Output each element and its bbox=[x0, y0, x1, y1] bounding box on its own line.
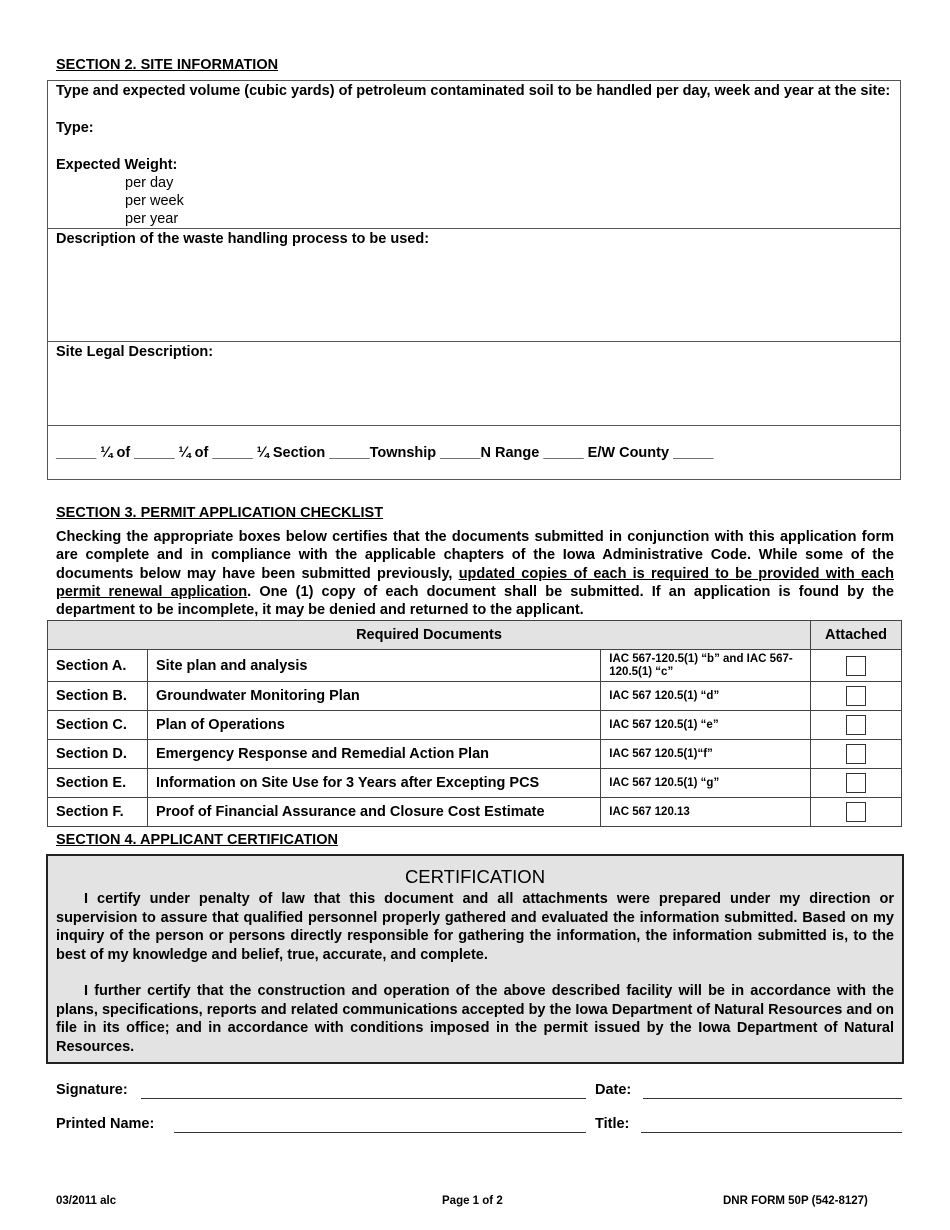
row-document: Proof of Financial Assurance and Closure Cost Estimate bbox=[147, 798, 600, 827]
attached-cell bbox=[811, 769, 902, 798]
row-reference: IAC 567 120.5(1) “g” bbox=[601, 769, 811, 798]
checklist-instructions bbox=[56, 528, 894, 619]
footer-date-code: 03/2011 alc bbox=[56, 1195, 117, 1207]
attached-checkbox-a[interactable] bbox=[846, 656, 866, 676]
row-section: Section B. bbox=[48, 682, 148, 711]
printed-name-label: Printed Name: bbox=[56, 1116, 155, 1132]
table-row bbox=[48, 740, 902, 769]
row-document: Plan of Operations bbox=[147, 711, 600, 740]
expected-weight-label: Expected Weight: bbox=[56, 157, 178, 173]
row-section: Section F. bbox=[48, 798, 148, 827]
instructions-underlined: updated copies of each is required to be provided with each permit renewal application bbox=[56, 565, 894, 600]
title-label: Title: bbox=[595, 1116, 630, 1132]
attached-cell bbox=[811, 740, 902, 769]
legal-location-row bbox=[48, 426, 900, 481]
date-field[interactable] bbox=[643, 1098, 902, 1099]
attached-cell bbox=[811, 682, 902, 711]
table-row bbox=[48, 798, 902, 827]
section-2-title: SECTION 2. SITE INFORMATION bbox=[56, 57, 279, 73]
footer-form-number: DNR FORM 50P (542-8127) bbox=[723, 1195, 868, 1207]
certification-box bbox=[46, 854, 904, 1064]
legal-location-line: _____ ¼ of _____ ¼ of _____ ¼ Section _____Township _____N Range _____ E/W County _____ bbox=[56, 445, 714, 461]
table-row bbox=[48, 711, 902, 740]
signature-field[interactable] bbox=[141, 1098, 586, 1099]
date-label: Date: bbox=[595, 1082, 632, 1098]
row-section: Section C. bbox=[48, 711, 148, 740]
printed-name-field[interactable] bbox=[174, 1132, 586, 1133]
attached-header: Attached bbox=[811, 621, 902, 650]
table-row bbox=[48, 769, 902, 798]
volume-question: Type and expected volume (cubic yards) of petroleum contaminated soil to be handled per day, week and year at the site: bbox=[56, 83, 891, 99]
row-reference: IAC 567-120.5(1) “b” and IAC 567-120.5(1) “c” bbox=[601, 650, 811, 682]
row-document: Groundwater Monitoring Plan bbox=[147, 682, 600, 711]
instructions-text: Checking the appropriate boxes below certifies that the documents submitted in conjunction with this application form are complete and in compliance with the applicable chapters of the Iowa Administrative Code. While some of the documents below may have been submitted previously, bbox=[56, 529, 894, 582]
instructions-text-end: . One (1) copy of each document shall be submitted. If an application is found by the department to be incomplete, it may be denied and returned to the applicant. bbox=[56, 583, 894, 619]
table-row bbox=[48, 650, 902, 682]
row-reference: IAC 567 120.5(1) “e” bbox=[601, 711, 811, 740]
attached-checkbox-b[interactable] bbox=[846, 686, 866, 706]
row-document: Site plan and analysis bbox=[147, 650, 600, 682]
row-reference: IAC 567 120.13 bbox=[601, 798, 811, 827]
legal-description-row bbox=[48, 342, 900, 426]
signature-label: Signature: bbox=[56, 1082, 128, 1098]
checklist-table bbox=[47, 620, 902, 827]
process-label: Description of the waste handling process to be used: bbox=[56, 231, 430, 247]
table-header-row bbox=[48, 621, 902, 650]
type-label: Type: bbox=[56, 120, 94, 136]
section-3-title: SECTION 3. PERMIT APPLICATION CHECKLIST bbox=[56, 505, 384, 521]
certification-paragraph-2: I further certify that the construction and operation of the above described facility will be in accordance with the plans, specifications, reports and related communications accepted by the Iowa Department of Natural Resources and on file in its office; and in accordance with conditions imposed in the permit issued by the Iowa Department of Natural Resources. bbox=[56, 983, 894, 1055]
attached-cell bbox=[811, 650, 902, 682]
attached-cell bbox=[811, 798, 902, 827]
certification-heading: CERTIFICATION bbox=[404, 866, 546, 887]
attached-checkbox-e[interactable] bbox=[846, 773, 866, 793]
legal-description-label: Site Legal Description: bbox=[56, 344, 214, 360]
volume-row bbox=[48, 81, 900, 229]
row-document: Information on Site Use for 3 Years after Excepting PCS bbox=[147, 769, 600, 798]
table-row bbox=[48, 682, 902, 711]
row-section: Section E. bbox=[48, 769, 148, 798]
per-day-label: per day bbox=[125, 175, 174, 191]
required-documents-header: Required Documents bbox=[48, 621, 811, 650]
row-reference: IAC 567 120.5(1)“f” bbox=[601, 740, 811, 769]
attached-checkbox-d[interactable] bbox=[846, 744, 866, 764]
title-field[interactable] bbox=[641, 1132, 902, 1133]
row-section: Section A. bbox=[48, 650, 148, 682]
per-week-label: per week bbox=[125, 193, 184, 209]
row-document: Emergency Response and Remedial Action Plan bbox=[147, 740, 600, 769]
attached-checkbox-f[interactable] bbox=[846, 802, 866, 822]
section-4-title: SECTION 4. APPLICANT CERTIFICATION bbox=[56, 832, 338, 848]
attached-checkbox-c[interactable] bbox=[846, 715, 866, 735]
process-row bbox=[48, 229, 900, 342]
per-year-label: per year bbox=[125, 211, 179, 227]
attached-cell bbox=[811, 711, 902, 740]
row-section: Section D. bbox=[48, 740, 148, 769]
certification-paragraph-1: I certify under penalty of law that this document and all attachments were prepared under my direction or supervision to assure that qualified personnel properly gathered and evaluated the information submitted. Based on my inquiry of the person or persons directly responsible for gathering the information, the information submitted is, to the best of my knowledge and belief, true, accurate, and complete. bbox=[56, 891, 894, 963]
row-reference: IAC 567 120.5(1) “d” bbox=[601, 682, 811, 711]
footer-page-number: Page 1 of 2 bbox=[442, 1195, 503, 1207]
site-information-box bbox=[47, 80, 901, 480]
